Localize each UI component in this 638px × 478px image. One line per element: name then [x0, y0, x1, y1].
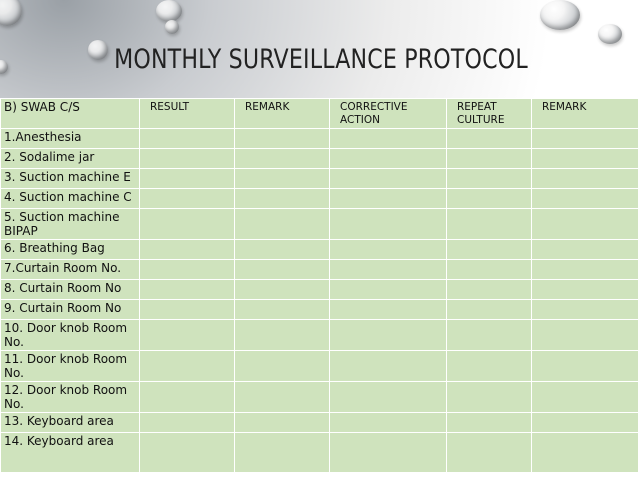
table-row [1, 413, 638, 433]
table-row [1, 169, 638, 189]
table-cell [235, 320, 330, 351]
table-cell [532, 382, 638, 413]
table-cell [235, 129, 330, 149]
row-label: 14. Keyboard area [1, 433, 140, 473]
column-header: REPEAT CULTURE [447, 99, 532, 129]
table-row [1, 433, 638, 473]
table-cell [140, 300, 235, 320]
table-cell [140, 240, 235, 260]
table-cell [330, 169, 447, 189]
table-cell [532, 320, 638, 351]
table-cell [330, 280, 447, 300]
table-cell [447, 189, 532, 209]
table-row [1, 320, 638, 351]
table-cell [330, 413, 447, 433]
row-label: 12. Door knob Room No. [1, 382, 140, 413]
column-header: CORRECTIVE ACTION [330, 99, 447, 129]
table-cell [447, 240, 532, 260]
table-cell [330, 260, 447, 280]
row-label: 8. Curtain Room No [1, 280, 140, 300]
table-cell [532, 129, 638, 149]
table-cell [447, 320, 532, 351]
row-label: 11. Door knob Room No. [1, 351, 140, 382]
water-drop-decoration [540, 0, 580, 30]
row-label: 6. Breathing Bag [1, 240, 140, 260]
table-cell [532, 433, 638, 473]
table-cell [447, 209, 532, 240]
table-row [1, 189, 638, 209]
table-cell [330, 433, 447, 473]
table-cell [532, 413, 638, 433]
table-cell [447, 149, 532, 169]
table-cell [532, 240, 638, 260]
table-cell [447, 413, 532, 433]
table-cell [235, 209, 330, 240]
row-label: 9. Curtain Room No [1, 300, 140, 320]
water-drop-decoration [598, 24, 622, 44]
table-cell [532, 280, 638, 300]
table-cell [140, 129, 235, 149]
table-cell [330, 240, 447, 260]
table-cell [330, 382, 447, 413]
table-cell [532, 189, 638, 209]
table-cell [532, 300, 638, 320]
table-cell [532, 351, 638, 382]
table-cell [235, 300, 330, 320]
table-row [1, 300, 638, 320]
table-cell [235, 149, 330, 169]
row-label: 4. Suction machine C [1, 189, 140, 209]
table-row [1, 280, 638, 300]
table-cell [447, 169, 532, 189]
table-row [1, 240, 638, 260]
table-cell [447, 351, 532, 382]
table-cell [447, 300, 532, 320]
water-drop-decoration [156, 0, 182, 22]
table-cell [140, 280, 235, 300]
table-row [1, 382, 638, 413]
table-cell [447, 382, 532, 413]
table-row [1, 209, 638, 240]
table-cell [140, 413, 235, 433]
row-label: 3. Suction machine E [1, 169, 140, 189]
table-cell [330, 300, 447, 320]
table-cell [330, 209, 447, 240]
table-cell [235, 433, 330, 473]
table-cell [140, 351, 235, 382]
table-cell [447, 129, 532, 149]
table-cell [140, 260, 235, 280]
row-label: 5. Suction machine BIPAP [1, 209, 140, 240]
table-cell [532, 149, 638, 169]
table-cell [140, 149, 235, 169]
table-cell [532, 260, 638, 280]
table-cell [330, 189, 447, 209]
table-cell [140, 209, 235, 240]
table-header-row [1, 99, 638, 129]
table-cell [140, 189, 235, 209]
column-header: REMARK [235, 99, 330, 129]
table-cell [235, 280, 330, 300]
row-label: 10. Door knob Room No. [1, 320, 140, 351]
table-row [1, 129, 638, 149]
page-title: MONTHLY SURVEILLANCE PROTOCOL [114, 44, 528, 75]
table-cell [235, 382, 330, 413]
row-label: 7.Curtain Room No. [1, 260, 140, 280]
table-cell [140, 433, 235, 473]
table-cell [447, 433, 532, 473]
table-cell [235, 413, 330, 433]
table-cell [235, 351, 330, 382]
row-label: 2. Sodalime jar [1, 149, 140, 169]
table-cell [330, 351, 447, 382]
table-cell [140, 169, 235, 189]
table-cell [532, 209, 638, 240]
table-cell [140, 382, 235, 413]
surveillance-table [0, 98, 638, 473]
table-cell [447, 260, 532, 280]
table-row [1, 260, 638, 280]
table-cell [235, 189, 330, 209]
table-cell [235, 169, 330, 189]
water-drop-decoration [165, 20, 179, 34]
table-cell [235, 260, 330, 280]
column-header: REMARK [532, 99, 638, 129]
column-header: B) SWAB C/S [1, 99, 140, 129]
table-cell [447, 280, 532, 300]
row-label: 1.Anesthesia [1, 129, 140, 149]
table-cell [140, 320, 235, 351]
table-cell [235, 240, 330, 260]
table-cell [330, 149, 447, 169]
table-cell [330, 129, 447, 149]
table-cell [330, 320, 447, 351]
table-row [1, 351, 638, 382]
column-header: RESULT [140, 99, 235, 129]
table-row [1, 149, 638, 169]
table-cell [532, 169, 638, 189]
row-label: 13. Keyboard area [1, 413, 140, 433]
